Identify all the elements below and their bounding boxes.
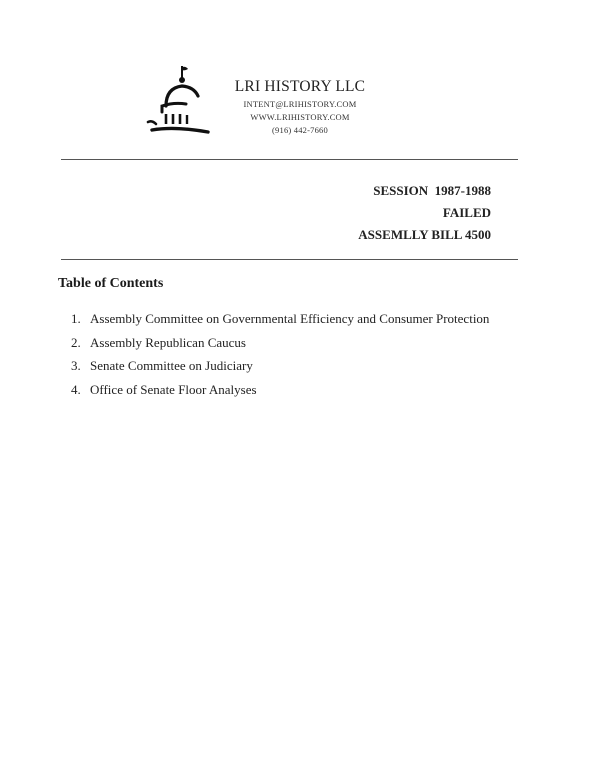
toc-item[interactable] bbox=[71, 378, 489, 402]
toc-item[interactable] bbox=[71, 354, 489, 378]
company-name: LRI HISTORY LLC bbox=[234, 78, 366, 95]
session-label: SESSION 1987-1988 bbox=[373, 183, 491, 198]
toc-title: Table of Contents bbox=[58, 276, 164, 291]
bill-info bbox=[358, 180, 491, 246]
toc-item-number: 2. bbox=[71, 334, 81, 350]
toc-item-label[interactable]: Office of Senate Floor Analyses bbox=[90, 381, 257, 397]
capitol-dome-icon bbox=[144, 62, 214, 140]
toc-item-number: 4. bbox=[71, 381, 81, 397]
header-divider bbox=[61, 159, 518, 160]
toc-item[interactable] bbox=[71, 331, 489, 355]
letterhead bbox=[220, 78, 380, 137]
toc-item-label[interactable]: Senate Committee on Judiciary bbox=[90, 358, 253, 373]
toc-item[interactable] bbox=[71, 307, 489, 331]
toc-item-label[interactable]: Assembly Republican Caucus bbox=[90, 334, 246, 350]
bill-number: ASSEMLLY BILL 4500 bbox=[358, 227, 491, 242]
company-email[interactable]: INTENT@LRIHISTORY.COM bbox=[243, 99, 357, 109]
toc-item-number: 3. bbox=[71, 358, 81, 373]
bill-status: FAILED bbox=[442, 205, 491, 220]
company-phone: (916) 442-7660 bbox=[272, 125, 328, 135]
toc-list bbox=[71, 307, 489, 401]
toc-item-number: 1. bbox=[71, 311, 81, 326]
toc-item-label[interactable]: Assembly Committee on Governmental Efficiency and Consumer Protection bbox=[90, 311, 490, 326]
company-website[interactable]: WWW.LRIHISTORY.COM bbox=[250, 112, 350, 122]
section-divider bbox=[61, 259, 518, 260]
